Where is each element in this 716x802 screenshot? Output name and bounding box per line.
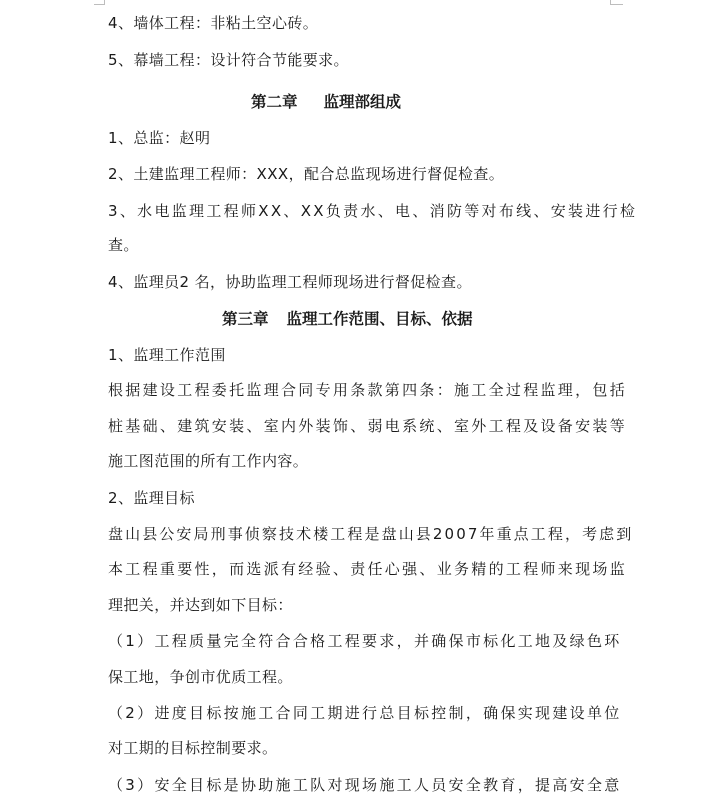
text-line: 桩基础、建筑安装、室内外装饰、弱电系统、室外工程及设备安装等 bbox=[108, 417, 628, 435]
text-line: （1）工程质量完全符合合格工程要求，并确保市标化工地及绿色环 bbox=[108, 632, 622, 650]
chapter-number: 第三章 bbox=[222, 309, 269, 328]
chapter-title: 监理部组成 bbox=[323, 92, 402, 111]
text-line: 4、墙体工程：非粘土空心砖。 bbox=[108, 14, 319, 32]
text-line: 保工地，争创市优质工程。 bbox=[108, 668, 293, 686]
text-line: 1、总监：赵明 bbox=[108, 129, 211, 147]
text-line: （3）安全目标是协助施工队对现场施工人员安全教育，提高安全意 bbox=[108, 776, 622, 794]
text-line: 3、水电监理工程师XX、XX负责水、电、消防等对布线、安装进行检 bbox=[108, 202, 638, 220]
text-line: 查。 bbox=[108, 236, 139, 254]
chapter-number: 第二章 bbox=[251, 92, 298, 111]
text-line: 对工期的目标控制要求。 bbox=[108, 739, 278, 757]
text-line: 施工图范围的所有工作内容。 bbox=[108, 452, 309, 470]
chapter-heading bbox=[222, 309, 473, 329]
text-line: 2、监理目标 bbox=[108, 489, 195, 507]
text-line: （2）进度目标按施工合同工期进行总目标控制，确保实现建设单位 bbox=[108, 704, 622, 722]
page-corner-mark-left bbox=[94, 0, 105, 5]
text-line: 5、幕墙工程：设计符合节能要求。 bbox=[108, 51, 349, 69]
chapter-title: 监理工作范围、目标、依据 bbox=[286, 309, 473, 328]
text-line: 本工程重要性，而选派有经验、责任心强、业务精的工程师来现场监 bbox=[108, 560, 628, 578]
chapter-heading bbox=[251, 92, 401, 112]
text-line: 1、监理工作范围 bbox=[108, 346, 226, 364]
text-line: 4、监理员2 名，协助监理工程师现场进行督促检查。 bbox=[108, 273, 472, 291]
text-line: 根据建设工程委托监理合同专用条款第四条：施工全过程监理，包括 bbox=[108, 381, 628, 399]
text-line: 2、土建监理工程师：XXX，配合总监现场进行督促检查。 bbox=[108, 165, 505, 183]
text-line: 理把关，并达到如下目标： bbox=[108, 596, 293, 614]
text-line: 盘山县公安局刑事侦察技术楼工程是盘山县2007年重点工程，考虑到 bbox=[108, 525, 634, 543]
page-corner-mark-right bbox=[610, 0, 623, 5]
